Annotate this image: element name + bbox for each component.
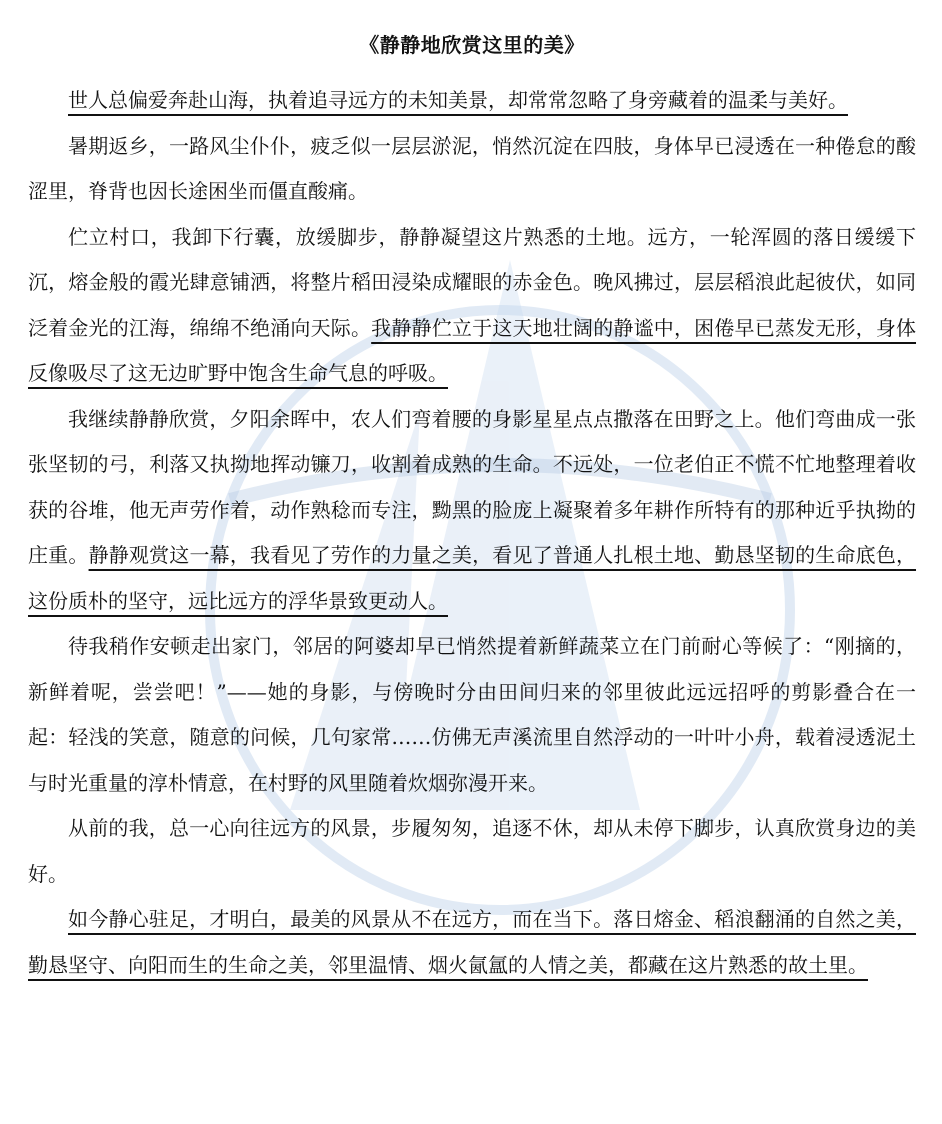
underlined-sentence: 世人总偏爱奔赴山海，执着追寻远方的未知美景，却常常忽略了身旁藏着的温柔与美好。 [68,88,848,112]
underlined-sentence: 我静静伫立于这天地壮阔的静谧中，困倦早已蒸发无形，身体反像吸尽了这无边旷野中饱含生命气息的呼吸。 [28,315,917,385]
sentence: 从前的我，总一心向往远方的风景，步履匆匆，追逐不休，却从未停下脚步，认真欣赏身边的美好。 [28,816,916,886]
underlined-sentence: 静静观赏这一幕，我看见了劳作的力量之美，看见了普通人扎根土地、勤恳坚韧的生命底色，这份质朴的坚守，远比远方的浮华景致更动人。 [28,543,917,613]
paragraph-2 [28,124,916,215]
paragraph-1 [28,78,916,124]
paragraph-3 [28,215,916,397]
underlined-sentence: 如今静心驻足，才明白，最美的风景从不在远方，而在当下。落日熔金、稻浪翻涌的自然之美，勤恳坚守、向阳而生的生命之美，邻里温情、烟火氤氲的人情之美，都藏在这片熟悉的故土里。 [28,907,916,977]
paragraph-7 [28,897,916,988]
sentence: 伫立村口，我卸下行囊，放缓脚步，静静凝望这片熟悉的土地。远方，一轮浑圆的落日缓缓下沉，熔金般的霞光肆意铺洒，将整片稻田浸染成耀眼的赤金色。晚风拂过，层层稻浪此起彼伏，如同泛着金光的江海，绵绵不绝涌向天际。 [28,224,916,340]
sentence: 待我稍作安顿走出家门，邻居的阿婆却早已悄然提着新鲜蔬菜立在门前耐心等候了：“刚摘的，新鲜着呢，尝尝吧！”——她的身影，与傍晚时分由田间归来的邻里彼此远远招呼的剪影叠合在一起：轻浅的笑意，随意的问候，几句家常……仿佛无声溪流里自然浮动的一叶叶小舟，载着浸透泥土与时光重量的淳朴情意，在村野的风里随着炊烟弥漫开来。 [28,634,916,795]
sentence: 我继续静静欣赏，夕阳余晖中，农人们弯着腰的身影星星点点撒落在田野之上。他们弯曲成一张张坚韧的弓，利落又执拗地挥动镰刀，收割着成熟的生命。不远处，一位老伯正不慌不忙地整理着收获的谷堆，他无声劳作着，动作熟稔而专注，黝黑的脸庞上凝聚着多年耕作所特有的那种近乎执拗的庄重。 [28,406,916,567]
paragraph-6 [28,806,916,897]
paragraph-4 [28,397,916,625]
sentence: 暑期返乡，一路风尘仆仆，疲乏似一层层淤泥，悄然沉淀在四肢，身体早已浸透在一种倦怠的酸涩里，脊背也因长途困坐而僵直酸痛。 [28,133,916,203]
paragraph-5 [28,624,916,806]
essay-title: 《静静地欣赏这里的美》 [359,33,585,57]
